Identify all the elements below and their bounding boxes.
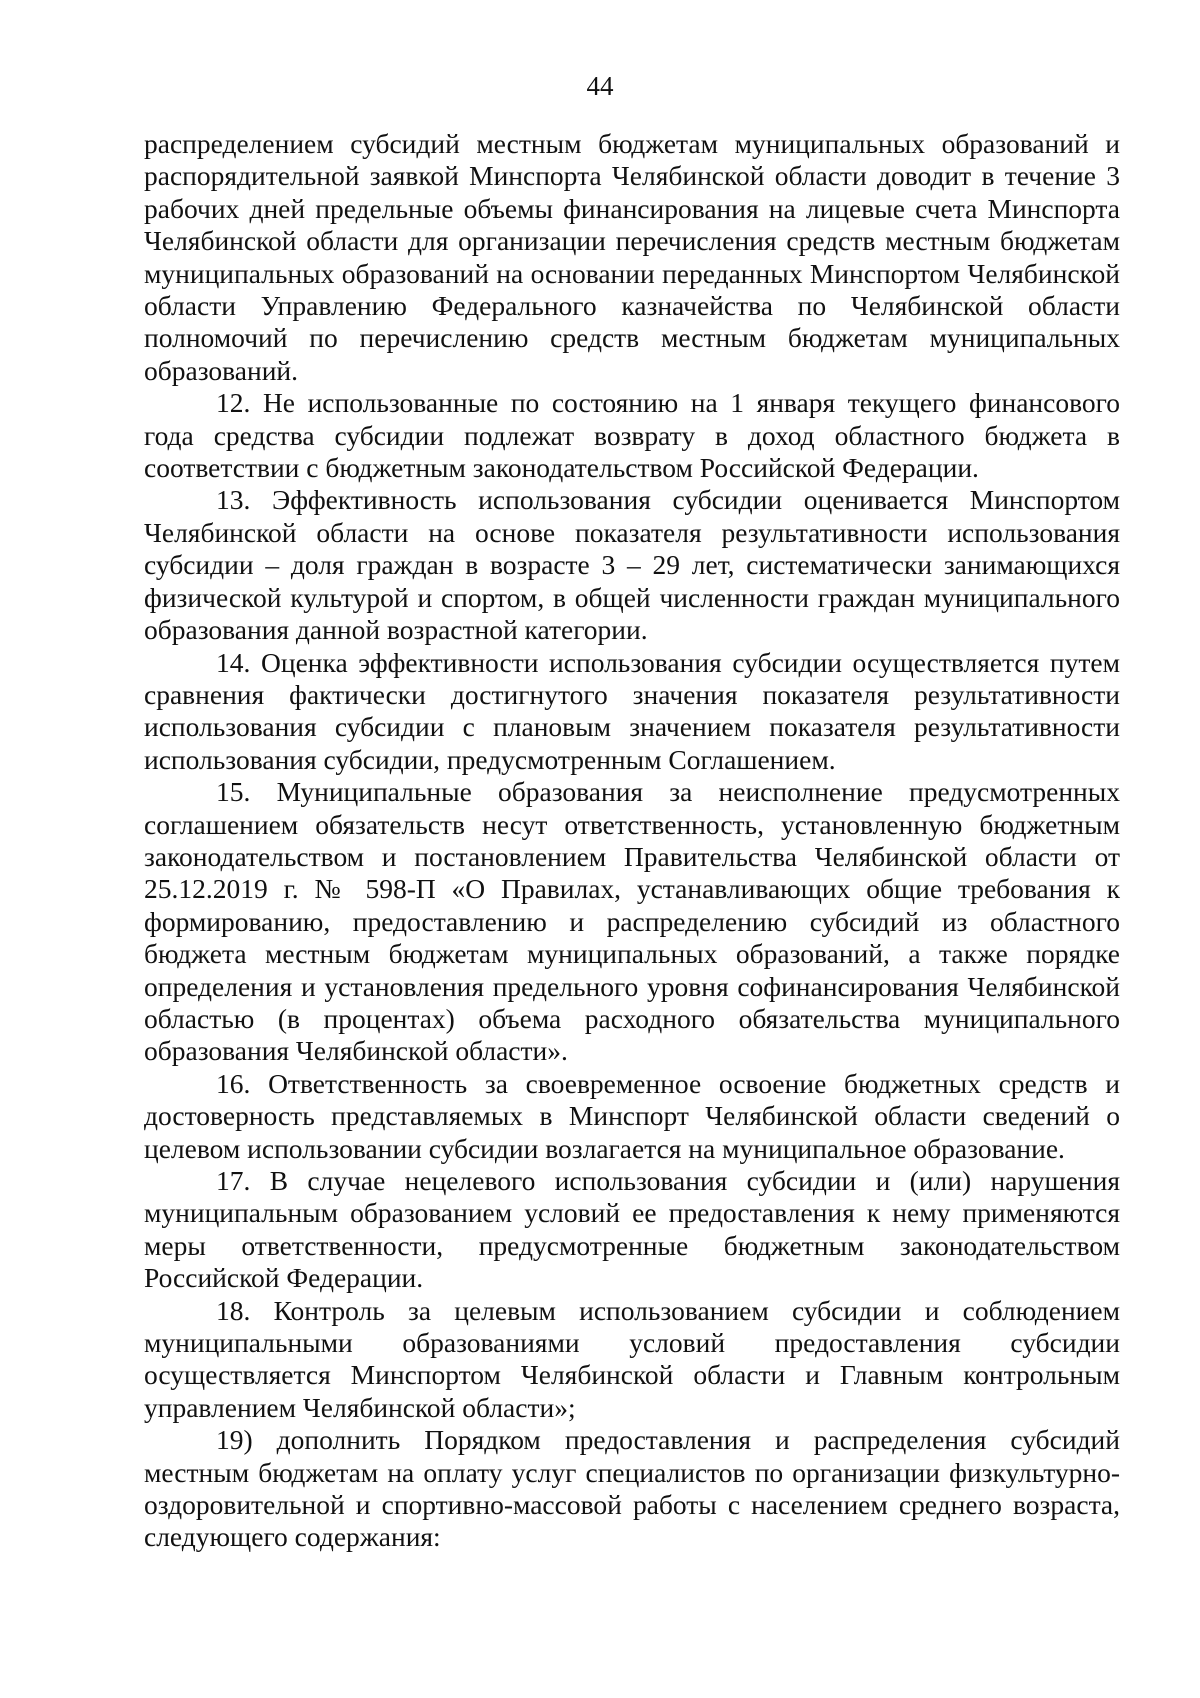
paragraph-18: 18. Контроль за целевым использованием субсидии и соблюдением муниципальными образованиями условий предоставления субсидии осуществляется Минспортом Челябинской области и Главным контрольным управлением Челябинской области»;: [144, 1294, 1120, 1423]
document-body: [144, 128, 1120, 1554]
paragraph-16: 16. Ответственность за своевременное освоение бюджетных средств и достоверность представляемых в Минспорт Челябинской области сведений о целевом использовании субсидии возлагается на муниципальное образование.: [144, 1067, 1120, 1164]
paragraph-17: 17. В случае нецелевого использования субсидии и (или) нарушения муниципальным образованием условий ее предоставления к нему применяются меры ответственности, предусмотренные бюджетным законодательством Российской Федерации.: [144, 1165, 1120, 1294]
page-number: 44: [586, 71, 614, 101]
paragraph-12: 12. Не использованные по состоянию на 1 января текущего финансового года средства субсидии подлежат возврату в доход областного бюджета в соответствии с бюджетным законодательством Российской Федерации.: [144, 387, 1120, 484]
paragraph-13: 13. Эффективность использования субсидии оценивается Минспортом Челябинской области на основе показателя результативности использования субсидии – доля граждан в возрасте 3 – 29 лет, систематически занимающихся физической культурой и спортом, в общей численности граждан муниципального образования данной возрастной категории.: [144, 484, 1120, 646]
paragraph-continuation: распределением субсидий местным бюджетам муниципальных образований и распорядительной заявкой Минспорта Челябинской области доводит в течение 3 рабочих дней предельные объемы финансирования на лицевые счета Минспорта Челябинской области для организации перечисления средств местным бюджетам муниципальных образований на основании переданных Минспортом Челябинской области Управлению Федерального казначейства по Челябинской области полномочий по перечислению средств местным бюджетам муниципальных образований.: [144, 128, 1120, 386]
paragraph-14: 14. Оценка эффективности использования субсидии осуществляется путем сравнения фактически достигнутого значения показателя результативности использования субсидии с плановым значением показателя результативности использования субсидии, предусмотренным Соглашением.: [144, 646, 1120, 775]
paragraph-19: 19) дополнить Порядком предоставления и распределения субсидий местным бюджетам на оплату услуг специалистов по организации физкультурно-оздоровительной и спортивно-массовой работы с населением среднего возраста, следующего содержания:: [144, 1424, 1120, 1553]
paragraph-15: 15. Муниципальные образования за неисполнение предусмотренных соглашением обязательств несут ответственность, установленную бюджетным законодательством и постановлением Правительства Челябинской области от 25.12.2019 г. № 598-П «О Правилах, устанавливающих общие требования к формированию, предоставлению и распределению субсидий из областного бюджета местным бюджетам муниципальных образований, а также порядке определения и установления предельного уровня софинансирования Челябинской областью (в процентах) объема расходного обязательства муниципального образования Челябинской области».: [144, 776, 1120, 1067]
